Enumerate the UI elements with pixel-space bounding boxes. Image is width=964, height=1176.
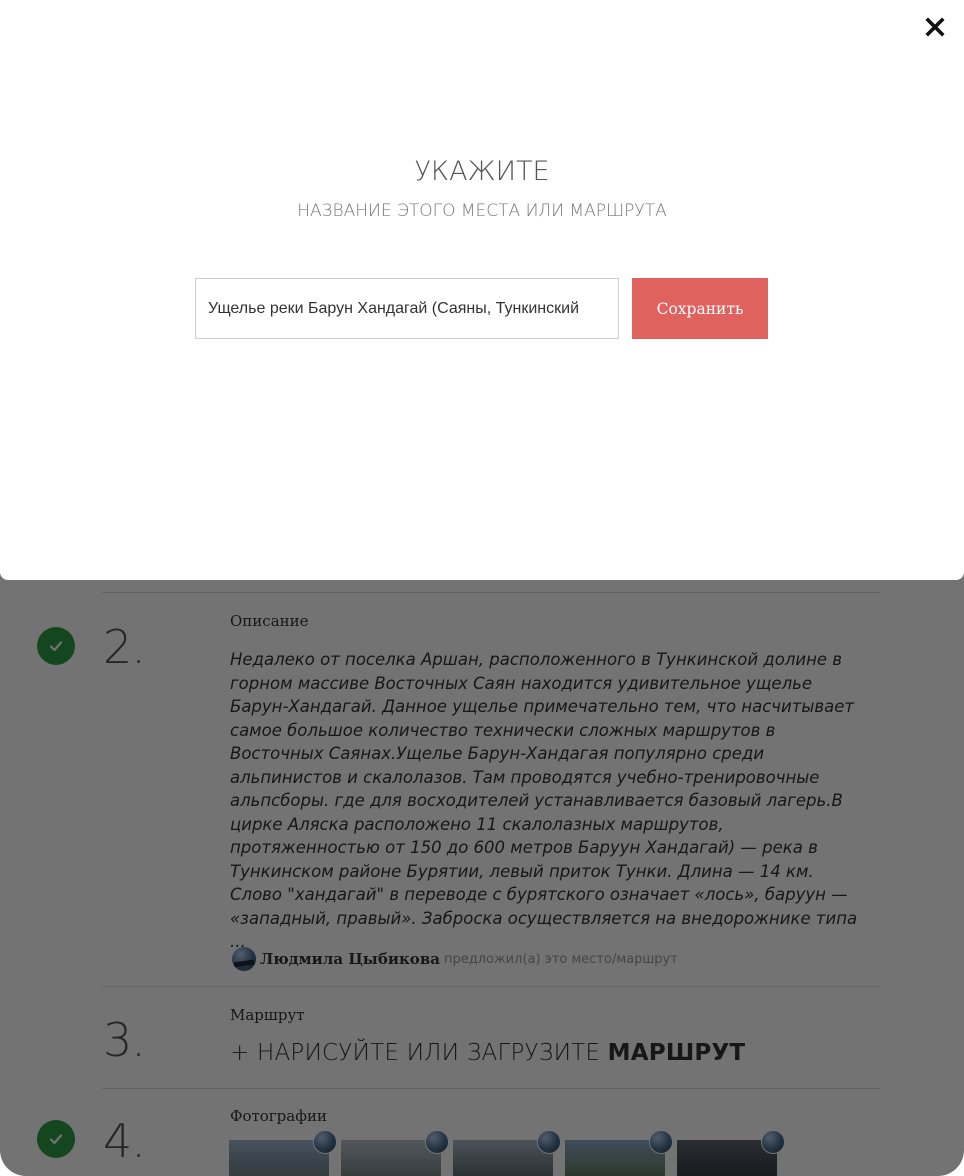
dialog-subtitle: НАЗВАНИЕ ЭТОГО МЕСТА ИЛИ МАРШРУТА [297, 201, 667, 221]
place-name-input[interactable] [195, 278, 619, 339]
close-icon [925, 17, 945, 37]
name-place-dialog [0, 0, 964, 580]
close-button[interactable] [922, 14, 948, 40]
dialog-title: УКАЖИТЕ [414, 156, 550, 187]
save-button[interactable]: Сохранить [632, 278, 768, 339]
